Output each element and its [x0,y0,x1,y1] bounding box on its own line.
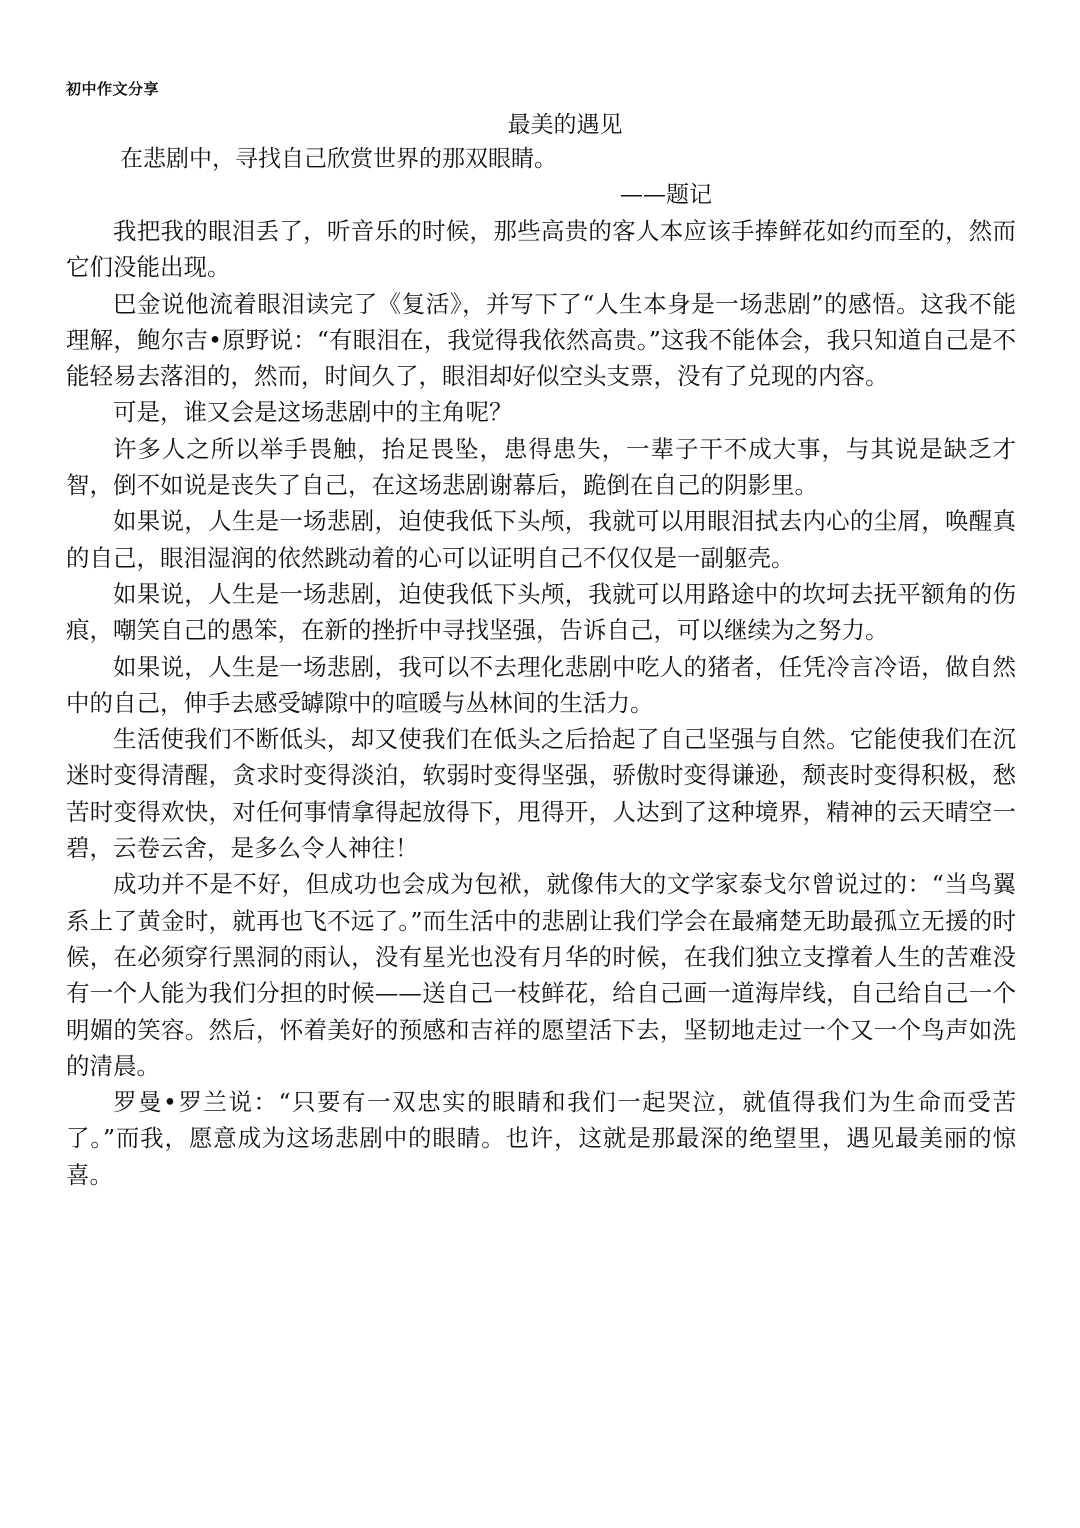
paragraph-1: 我把我的眼泪丢了，听音乐的时候，那些高贵的客人本应该手捧鲜花如约而至的，然而它们没能出现。 [66,217,1016,282]
paragraph-3: 可是，谁又会是这场悲剧中的主角呢？ [113,398,513,427]
essay-title: 最美的遇见 [507,112,623,138]
epigraph-signature: ——题记 [620,182,712,208]
epigraph-text: 在悲剧中，寻找自己欣赏世界的那双眼睛。 [120,146,557,172]
page-header: 初中作文分享 [66,80,160,98]
paragraph-6: 如果说，人生是一场悲剧，迫使我低下头颅，我就可以用路途中的坎坷去抚平额角的伤痕，嘲笑自己的愚笨，在新的挫折中寻找坚强，告诉自己，可以继续为之努力。 [66,579,1016,645]
paragraph-10: 罗曼•罗兰说：“只要有一双忠实的眼睛和我们一起哭泣，就值得我们为生命而受苦了。”而我，愿意成为这场悲剧中的眼睛。也许，这就是那最深的绝望里，遇见最美丽的惊喜。 [66,1088,1016,1189]
essay-body [66,213,1016,1193]
paragraph-8: 生活使我们不断低头，却又使我们在低头之后拾起了自己坚强与自然。它能使我们在沉迷时变得清醒，贪求时变得淡泊，软弱时变得坚强，骄傲时变得谦逊，颓丧时变得积极，愁苦时变得欢快，对任何事情拿得起放得下，甩得开，人达到了这种境界，精神的云天晴空一碧，云卷云舍，是多么令人神往！ [66,725,1016,863]
paragraph-2: 巴金说他流着眼泪读完了《复活》，并写下了“人生本身是一场悲剧”的感悟。这我不能理解，鲍尔吉•原野说：“有眼泪在，我觉得我依然高贵。”这我不能体会，我只知道自己是不能轻易去落泪的，然而，时间久了，眼泪却好似空头支票，没有了兑现的内容。 [66,289,1016,391]
paragraph-4: 许多人之所以举手畏触，抬足畏坠，患得患失，一辈子干不成大事，与其说是缺乏才智，倒不如说是丧失了自己，在这场悲剧谢幕后，跪倒在自己的阴影里。 [66,434,1016,500]
paragraph-9: 成功并不是不好，但成功也会成为包袱，就像伟大的文学家泰戈尔曾说过的：“当鸟翼系上了黄金时，就再也飞不远了。”而生活中的悲剧让我们学会在最痛楚无助最孤立无援的时候，在必须穿行黑洞的雨认，没有星光也没有月华的时候，在我们独立支撑着人生的苦难没有一个人能为我们分担的时候——送自己一枝鲜花，给自己画一道海岸线，自己给自己一个明媚的笑容。然后，怀着美好的预感和吉祥的愿望活下去，坚韧地走过一个又一个鸟声如洗的清晨。 [66,870,1016,1080]
paragraph-7: 如果说，人生是一场悲剧，我可以不去理化悲剧中吃人的猪者，任凭冷言冷语，做自然中的自己，伸手去感受罅隙中的喧暖与丛林间的生活力。 [66,652,1016,717]
paragraph-5: 如果说，人生是一场悲剧，迫使我低下头颅，我就可以用眼泪拭去内心的尘屑，唤醒真的自己，眼泪湿润的依然跳动着的心可以证明自己不仅仅是一副躯壳。 [66,507,1016,572]
